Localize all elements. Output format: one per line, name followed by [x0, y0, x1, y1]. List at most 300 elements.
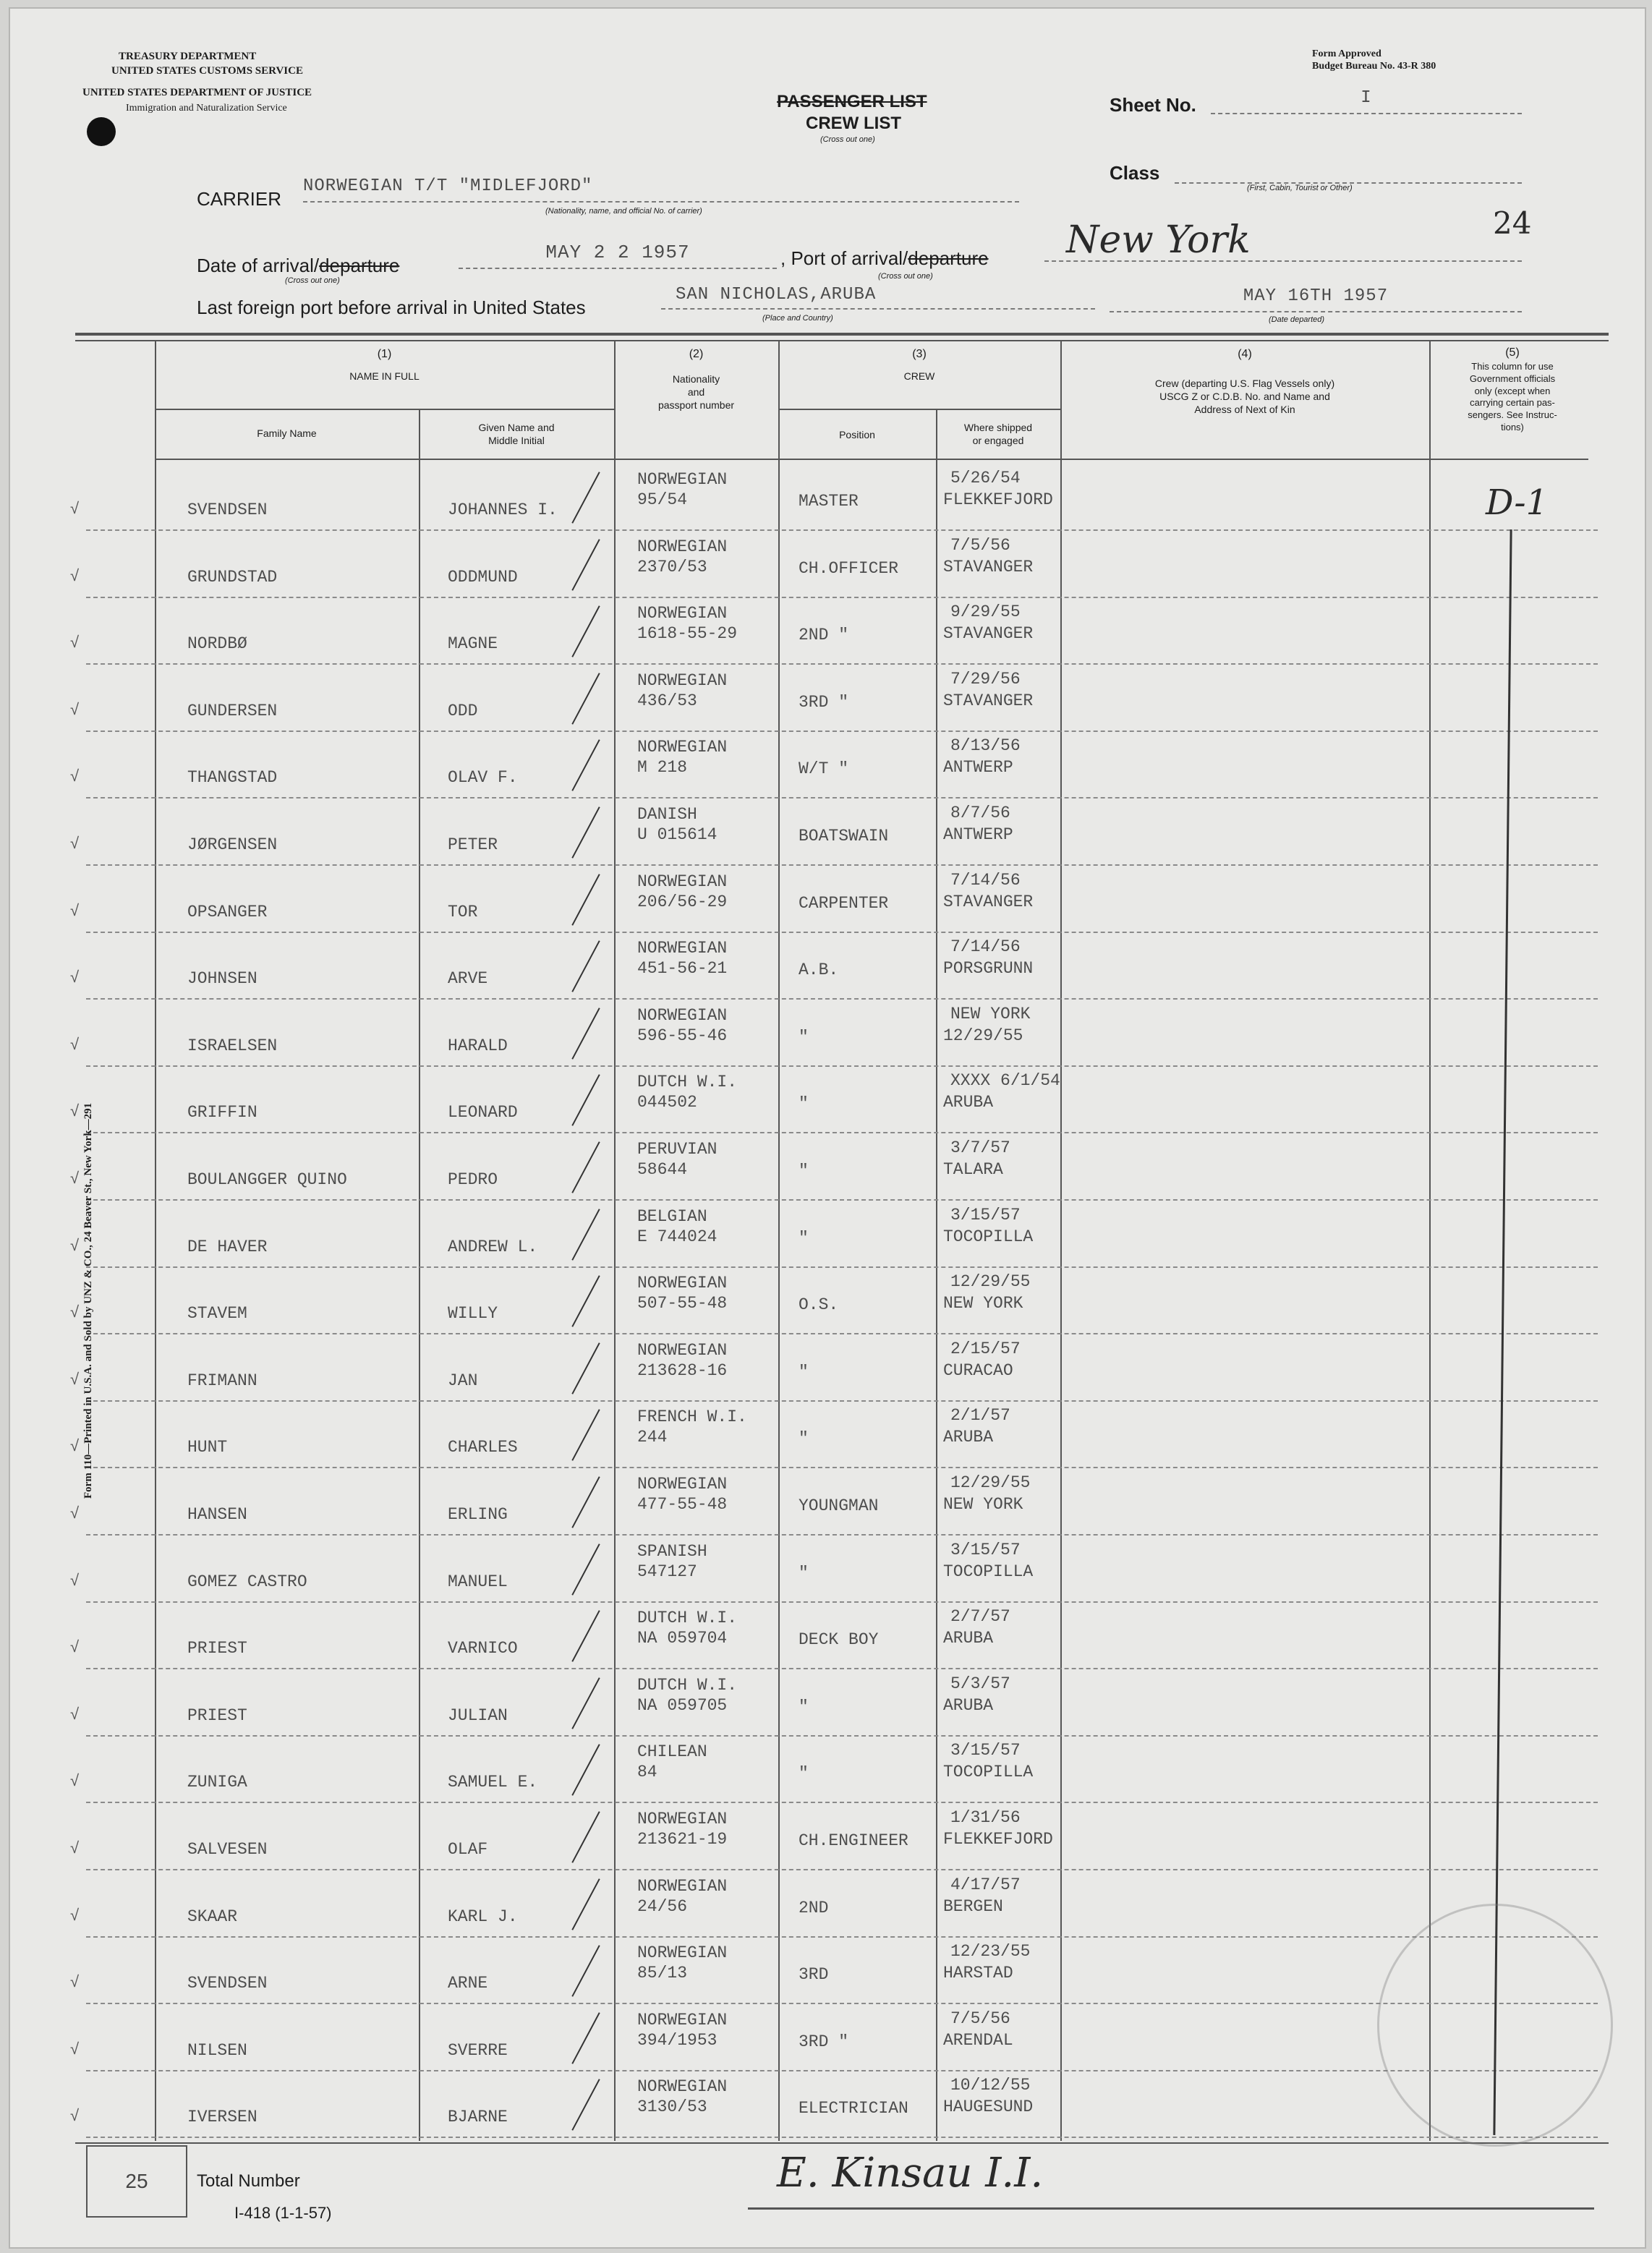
shipped-date: 3/15/57: [950, 1741, 1021, 1760]
last-port-label: Last foreign port before arrival in United States: [197, 297, 586, 318]
family-name: GRUNDSTAD: [187, 567, 278, 587]
given-name: MANUEL: [448, 1572, 508, 1591]
tick-mark-icon: [571, 539, 600, 591]
crew-position: ": [799, 1697, 809, 1716]
check-mark-icon: √: [70, 767, 80, 785]
passport-number: NA 059704: [637, 1629, 728, 1648]
check-mark-icon: √: [70, 834, 80, 852]
shipped-date: XXXX 6/1/54: [950, 1071, 1060, 1091]
tick-mark-icon: [571, 1543, 600, 1596]
given-name: SVERRE: [448, 2040, 508, 2060]
title-note: (Cross out one): [820, 135, 875, 144]
table-row: [70, 1334, 1598, 1402]
family-name: PRIEST: [187, 1639, 247, 1658]
passport-number: 436/53: [637, 691, 697, 710]
official-seal-stamp: [1377, 1904, 1613, 2147]
tick-mark-icon: [571, 1945, 600, 1997]
table-top-rule-2: [75, 340, 1609, 341]
tick-mark-icon: [571, 1677, 600, 1729]
total-number-label: Total Number: [197, 2171, 300, 2191]
passport-number: 2370/53: [637, 557, 707, 576]
family-name: OPSANGER: [187, 902, 268, 921]
tick-mark-icon: [571, 1745, 600, 1797]
given-name: PETER: [448, 835, 498, 854]
budget-bureau-no: Budget Bureau No. 43-R 380: [1312, 61, 1436, 72]
shipped-date: 10/12/55: [950, 2076, 1031, 2095]
tick-mark-icon: [571, 1476, 600, 1528]
shipped-date: 8/7/56: [950, 804, 1010, 822]
passport-number: 044502: [637, 1093, 697, 1112]
crew-position: ": [799, 1162, 809, 1180]
shipped-date: 7/29/56: [950, 669, 1021, 689]
crew-position: A.B.: [799, 961, 839, 980]
crew-position: 3RD ": [799, 2032, 849, 2051]
shipped-place: ARUBA: [943, 1629, 994, 1648]
given-name: ERLING: [448, 1505, 508, 1524]
table-row: [70, 1266, 1598, 1334]
passport-number: NA 059705: [637, 1695, 728, 1715]
passenger-list-title: PASSENGER LIST: [777, 92, 927, 111]
shipped-place: NEW YORK: [943, 1495, 1023, 1514]
passport-number: 547127: [637, 1562, 697, 1581]
tick-mark-icon: [571, 1342, 600, 1394]
shipped-date: 8/13/56: [950, 736, 1021, 756]
given-name: OLAF: [448, 1840, 488, 1859]
where-shipped-heading: Where shipped or engaged: [963, 422, 1033, 447]
nationality: NORWEGIAN: [637, 537, 728, 556]
shipped-date: 12/23/55: [950, 1942, 1031, 1962]
check-mark-icon: √: [70, 1034, 80, 1053]
passport-number: M 218: [637, 758, 688, 778]
nationality: NORWEGIAN: [637, 872, 728, 891]
carrier-label: CARRIER: [197, 188, 282, 210]
table-row: [70, 597, 1598, 665]
given-name: SAMUEL E.: [448, 1773, 538, 1792]
passport-number: 244: [637, 1428, 668, 1447]
check-mark-icon: √: [70, 633, 80, 652]
nationality: NORWEGIAN: [637, 1475, 728, 1494]
shipped-place: ARUBA: [943, 1428, 994, 1447]
class-label: Class: [1110, 162, 1160, 184]
tick-mark-icon: [571, 1811, 600, 1863]
table-row: [70, 731, 1598, 798]
check-mark-icon: √: [70, 1704, 80, 1723]
shipped-date: 12/29/55: [950, 1473, 1031, 1492]
nationality: CHILEAN: [637, 1742, 707, 1762]
family-name: SALVESEN: [187, 1840, 268, 1859]
given-name: HARALD: [448, 1036, 508, 1055]
header-bottom-rule: [155, 459, 1588, 460]
nationality: SPANISH: [637, 1541, 707, 1561]
check-mark-icon: √: [70, 1436, 80, 1455]
col5-heading: (5) This column for use Government officials only (except when carrying certain pas- sengers. See Instruc- tions): [1468, 346, 1557, 433]
check-mark-icon: √: [70, 1972, 80, 1991]
family-name: HUNT: [187, 1438, 228, 1457]
port-arrival-value: New York: [1044, 218, 1522, 262]
check-mark-icon: √: [70, 900, 80, 919]
table-row: [70, 1400, 1598, 1468]
table-row: [70, 1468, 1598, 1536]
shipped-date: 2/7/57: [950, 1607, 1010, 1627]
passport-number: E 744024: [637, 1227, 718, 1246]
family-name: SVENDSEN: [187, 501, 268, 519]
family-name: IVERSEN: [187, 2108, 257, 2127]
family-name: DE HAVER: [187, 1237, 268, 1256]
given-name: CHARLES: [448, 1438, 518, 1457]
shipped-date: 9/29/55: [950, 602, 1021, 622]
given-name: WILLY: [448, 1304, 498, 1324]
nationality: NORWEGIAN: [637, 1340, 728, 1360]
shipped-date: 3/15/57: [950, 1205, 1021, 1225]
shipped-date: 7/5/56: [950, 535, 1010, 555]
carrier-value: NORWEGIAN T/T "MIDLEFJORD": [303, 176, 1019, 203]
family-name: SKAAR: [187, 1907, 238, 1926]
shipped-date: 4/17/57: [950, 1875, 1021, 1894]
table-row: [70, 2070, 1598, 2138]
passport-number: U 015614: [637, 825, 718, 844]
crew-position: ": [799, 1094, 809, 1114]
total-count-box: 25: [86, 2145, 187, 2218]
check-mark-icon: √: [70, 1235, 80, 1254]
shipped-place: BERGEN: [943, 1896, 1003, 1916]
passport-number: 507-55-48: [637, 1294, 728, 1313]
family-name: HANSEN: [187, 1505, 247, 1524]
nationality: DANISH: [637, 805, 697, 824]
signature-rule: [748, 2207, 1594, 2210]
date-departed-value: MAY 16TH 1957: [1110, 286, 1522, 312]
nationality: NORWEGIAN: [637, 1943, 728, 1963]
page-number: 24: [1493, 205, 1532, 241]
shipped-place: 12/29/55: [943, 1026, 1023, 1045]
port-arrival-label: , Port of arrival/departure: [780, 247, 989, 269]
given-name: ODDMUND: [448, 567, 518, 587]
crew-position: DECK BOY: [799, 1630, 879, 1650]
tick-mark-icon: [571, 1275, 600, 1327]
passport-number: 84: [637, 1763, 657, 1782]
shipped-place: TOCOPILLA: [943, 1763, 1034, 1782]
family-name: SVENDSEN: [187, 1974, 268, 1993]
crew-position: MASTER: [799, 492, 859, 511]
tick-mark-icon: [571, 1209, 600, 1261]
last-port-note: (Place and Country): [762, 314, 833, 323]
form-number: I-418 (1-1-57): [234, 2204, 332, 2222]
crew-position: CH.ENGINEER: [799, 1831, 908, 1850]
tick-mark-icon: [571, 605, 600, 657]
given-name: JOHANNES I.: [448, 501, 558, 519]
family-name-heading: Family Name: [257, 427, 317, 439]
tick-mark-icon: [571, 806, 600, 859]
agency-line-4: Immigration and Naturalization Service: [126, 103, 287, 114]
table-row: [70, 1735, 1598, 1803]
punch-hole: [87, 117, 116, 146]
shipped-date: 2/15/57: [950, 1339, 1021, 1358]
check-mark-icon: √: [70, 566, 80, 584]
crew-position: 3RD ": [799, 692, 849, 712]
shipped-date: 7/14/56: [950, 937, 1021, 957]
passport-number: 394/1953: [637, 2030, 718, 2050]
family-name: THANGSTAD: [187, 768, 278, 788]
table-row: [70, 1065, 1598, 1133]
table-row: [70, 865, 1598, 933]
given-name: JULIAN: [448, 1705, 508, 1725]
table-row: [70, 664, 1598, 732]
tick-mark-icon: [571, 1075, 600, 1127]
given-name: ARNE: [448, 1974, 488, 1993]
family-name: GOMEZ CASTRO: [187, 1572, 307, 1591]
shipped-place: HARSTAD: [943, 1964, 1013, 1983]
last-port-value: SAN NICHOLAS,ARUBA: [661, 285, 1095, 310]
nationality: NORWEGIAN: [637, 2010, 728, 2030]
shipped-date: 12/29/55: [950, 1272, 1031, 1292]
nationality: NORWEGIAN: [637, 1274, 728, 1293]
crew-list-title: CREW LIST: [806, 114, 901, 133]
crew-position: 2ND: [799, 1898, 829, 1917]
tick-mark-icon: [571, 1008, 600, 1060]
given-name: ODD: [448, 701, 478, 720]
tick-mark-icon: [571, 2079, 600, 2131]
col4-heading: (4) Crew (departing U.S. Flag Vessels only) USCG Z or C.D.B. No. and Name and Address of Next of Kin: [1154, 348, 1335, 416]
nationality: NORWEGIAN: [637, 670, 728, 690]
agency-line-3: UNITED STATES DEPARTMENT OF JUSTICE: [82, 87, 312, 98]
shipped-place: STAVANGER: [943, 624, 1034, 644]
shipped-date: 5/26/54: [950, 469, 1021, 487]
table-row: [70, 1200, 1598, 1268]
nationality: NORWEGIAN: [637, 604, 728, 623]
given-name: PEDRO: [448, 1170, 498, 1189]
crew-position: ": [799, 1228, 809, 1248]
tick-mark-icon: [571, 472, 600, 524]
crew-position: BOATSWAIN: [799, 827, 889, 846]
shipped-place: FLEKKEFJORD: [943, 1830, 1053, 1849]
check-mark-icon: √: [70, 1570, 80, 1589]
check-mark-icon: √: [70, 1839, 80, 1857]
sheet-number: I: [1211, 88, 1522, 114]
given-name: ARVE: [448, 969, 488, 989]
nationality: DUTCH W.I.: [637, 1675, 738, 1695]
tick-mark-icon: [571, 2012, 600, 2064]
signature: E. Kinsau I.I.: [777, 2150, 1044, 2197]
shipped-place: ARUBA: [943, 1695, 994, 1715]
passport-number: 596-55-46: [637, 1026, 728, 1045]
tick-mark-icon: [571, 1141, 600, 1193]
table-row: [70, 530, 1598, 598]
family-name: PRIEST: [187, 1705, 247, 1725]
tick-mark-icon: [571, 940, 600, 992]
tick-mark-icon: [571, 1410, 600, 1462]
form-approved: Form Approved: [1312, 48, 1381, 59]
tick-mark-icon: [571, 673, 600, 725]
crew-position: CARPENTER: [799, 893, 889, 913]
passport-number: 213621-19: [637, 1830, 728, 1849]
shipped-place: PORSGRUNN: [943, 959, 1034, 979]
family-name: GUNDERSEN: [187, 701, 278, 720]
shipped-place: TOCOPILLA: [943, 1227, 1034, 1246]
check-mark-icon: √: [70, 2039, 80, 2058]
family-name: NILSEN: [187, 2040, 247, 2060]
port-arrival-note: (Cross out one): [878, 272, 933, 281]
family-name: JØRGENSEN: [187, 835, 278, 854]
table-row: [70, 1802, 1598, 1870]
shipped-date: 7/5/56: [950, 2009, 1010, 2028]
given-name: KARL J.: [448, 1907, 518, 1926]
given-name: OLAV F.: [448, 768, 518, 788]
crew-position: ": [799, 1027, 809, 1047]
given-name: BJARNE: [448, 2108, 508, 2127]
table-row: [70, 932, 1598, 1000]
given-name-heading: Given Name and Middle Initial: [478, 422, 555, 447]
shipped-place: ARENDAL: [943, 2030, 1013, 2050]
shipped-place: CURACAO: [943, 1360, 1013, 1380]
col2-heading: (2) Nationality and passport number: [657, 348, 735, 412]
crew-subhead-rule: [778, 409, 1060, 410]
nationality: NORWEGIAN: [637, 1005, 728, 1025]
crew-position: YOUNGMAN: [799, 1496, 879, 1515]
tick-mark-icon: [571, 874, 600, 926]
passport-number: 95/54: [637, 490, 688, 509]
date-arrival-value: MAY 2 2 1957: [459, 242, 777, 269]
carrier-note: (Nationality, name, and official No. of carrier): [545, 207, 702, 216]
given-name: MAGNE: [448, 634, 498, 654]
nationality: PERUVIAN: [637, 1140, 718, 1159]
shipped-place: NEW YORK: [943, 1294, 1023, 1313]
class-note: (First, Cabin, Tourist or Other): [1247, 184, 1353, 192]
table-row: [70, 463, 1598, 531]
crew-position: ": [799, 1764, 809, 1784]
passport-number: 3130/53: [637, 2097, 707, 2117]
shipped-date: 3/15/57: [950, 1540, 1021, 1559]
form-sheet: [9, 7, 1646, 2249]
shipped-place: ANTWERP: [943, 758, 1013, 778]
nationality: DUTCH W.I.: [637, 1073, 738, 1092]
shipped-place: STAVANGER: [943, 892, 1034, 911]
family-name: BOULANGGER QUINO: [187, 1170, 347, 1189]
check-mark-icon: √: [70, 1102, 80, 1120]
table-row: [70, 1133, 1598, 1201]
table-row: [70, 1669, 1598, 1737]
crew-position: CH.OFFICER: [799, 558, 899, 578]
given-name: LEONARD: [448, 1103, 518, 1123]
sheet-label: Sheet No.: [1110, 94, 1196, 116]
crew-position: ": [799, 1563, 809, 1583]
table-bottom-rule: [75, 2142, 1609, 2144]
passport-number: 1618-55-29: [637, 624, 738, 644]
class-field: [1175, 161, 1522, 184]
crew-position: W/T ": [799, 759, 849, 779]
crew-position: ": [799, 1362, 809, 1381]
table-row: [70, 2003, 1598, 2071]
official-note: D-1: [1486, 482, 1549, 523]
passport-number: 24/56: [637, 1896, 688, 1916]
nationality: NORWEGIAN: [637, 939, 728, 958]
family-name: FRIMANN: [187, 1371, 257, 1390]
family-name: NORDBØ: [187, 634, 247, 654]
nationality: NORWEGIAN: [637, 1876, 728, 1896]
table-row: [70, 999, 1598, 1067]
tick-mark-icon: [571, 1610, 600, 1662]
col3-heading: (3) CREW: [903, 348, 935, 382]
table-row: [70, 1601, 1598, 1669]
shipped-place: ARUBA: [943, 1093, 994, 1112]
col1-heading: (1) NAME IN FULL: [349, 348, 420, 382]
table-row: [70, 1535, 1598, 1603]
date-departed-note: (Date departed): [1269, 315, 1325, 324]
check-mark-icon: √: [70, 968, 80, 987]
passport-number: 206/56-29: [637, 892, 728, 911]
agency-line-2: UNITED STATES CUSTOMS SERVICE: [111, 65, 303, 77]
given-name: ANDREW L.: [448, 1237, 538, 1256]
family-name: ISRAELSEN: [187, 1036, 278, 1055]
nationality: FRENCH W.I.: [637, 1407, 747, 1427]
date-arrival-note: (Cross out one): [285, 276, 340, 285]
given-name: JAN: [448, 1371, 478, 1390]
nationality: DUTCH W.I.: [637, 1609, 738, 1628]
passport-number: 451-56-21: [637, 959, 728, 979]
agency-line-1: TREASURY DEPARTMENT: [119, 51, 257, 62]
shipped-place: STAVANGER: [943, 557, 1034, 576]
crew-position: ": [799, 1429, 809, 1449]
shipped-place: TALARA: [943, 1160, 1003, 1179]
nationality: NORWEGIAN: [637, 1810, 728, 1828]
passport-number: 477-55-48: [637, 1495, 728, 1514]
shipped-place: TOCOPILLA: [943, 1562, 1034, 1581]
check-mark-icon: √: [70, 1905, 80, 1924]
nationality: NORWEGIAN: [637, 2077, 728, 2097]
check-mark-icon: √: [70, 2106, 80, 2125]
position-heading: Position: [839, 429, 875, 440]
check-mark-icon: √: [70, 1369, 80, 1388]
printer-side-text: Form 110—Printed in U.S.A. and Sold by UNZ & CO., 24 Beaver St., New York—291: [82, 1102, 94, 1499]
crew-position: ELECTRICIAN: [799, 2099, 908, 2118]
nationality: NORWEGIAN: [637, 470, 728, 489]
family-name: ZUNIGA: [187, 1773, 247, 1792]
nationality: NORWEGIAN: [637, 738, 728, 757]
crew-position: 3RD: [799, 1965, 829, 1985]
name-subhead-rule: [155, 409, 614, 410]
shipped-place: STAVANGER: [943, 691, 1034, 710]
date-arrival-label: Date of arrival/departure: [197, 255, 400, 276]
nationality: BELGIAN: [637, 1206, 707, 1226]
shipped-place: FLEKKEFJORD: [943, 490, 1053, 509]
shipped-date: 1/31/56: [950, 1808, 1021, 1827]
given-name: VARNICO: [448, 1639, 518, 1658]
family-name: GRIFFIN: [187, 1103, 257, 1123]
passport-number: 85/13: [637, 1964, 688, 1983]
passport-number: 58644: [637, 1160, 688, 1179]
check-mark-icon: √: [70, 1771, 80, 1790]
given-name: TOR: [448, 902, 478, 921]
shipped-date: NEW YORK: [950, 1004, 1031, 1023]
shipped-place: ANTWERP: [943, 825, 1013, 844]
family-name: JOHNSEN: [187, 969, 257, 989]
crew-position: O.S.: [799, 1295, 839, 1315]
crew-position: 2ND ": [799, 626, 849, 645]
check-mark-icon: √: [70, 1504, 80, 1522]
shipped-date: 3/7/57: [950, 1138, 1010, 1157]
table-row: [70, 1936, 1598, 2004]
shipped-date: 2/1/57: [950, 1406, 1010, 1426]
check-mark-icon: √: [70, 1637, 80, 1656]
family-name: STAVEM: [187, 1304, 247, 1324]
check-mark-icon: √: [70, 1303, 80, 1321]
shipped-date: 7/14/56: [950, 870, 1021, 890]
check-mark-icon: √: [70, 699, 80, 718]
table-row: [70, 798, 1598, 866]
table-row: [70, 1870, 1598, 1938]
shipped-date: 5/3/57: [950, 1674, 1010, 1693]
check-mark-icon: √: [70, 499, 80, 517]
table-top-rule: [75, 333, 1609, 336]
shipped-place: HAUGESUND: [943, 2097, 1034, 2117]
